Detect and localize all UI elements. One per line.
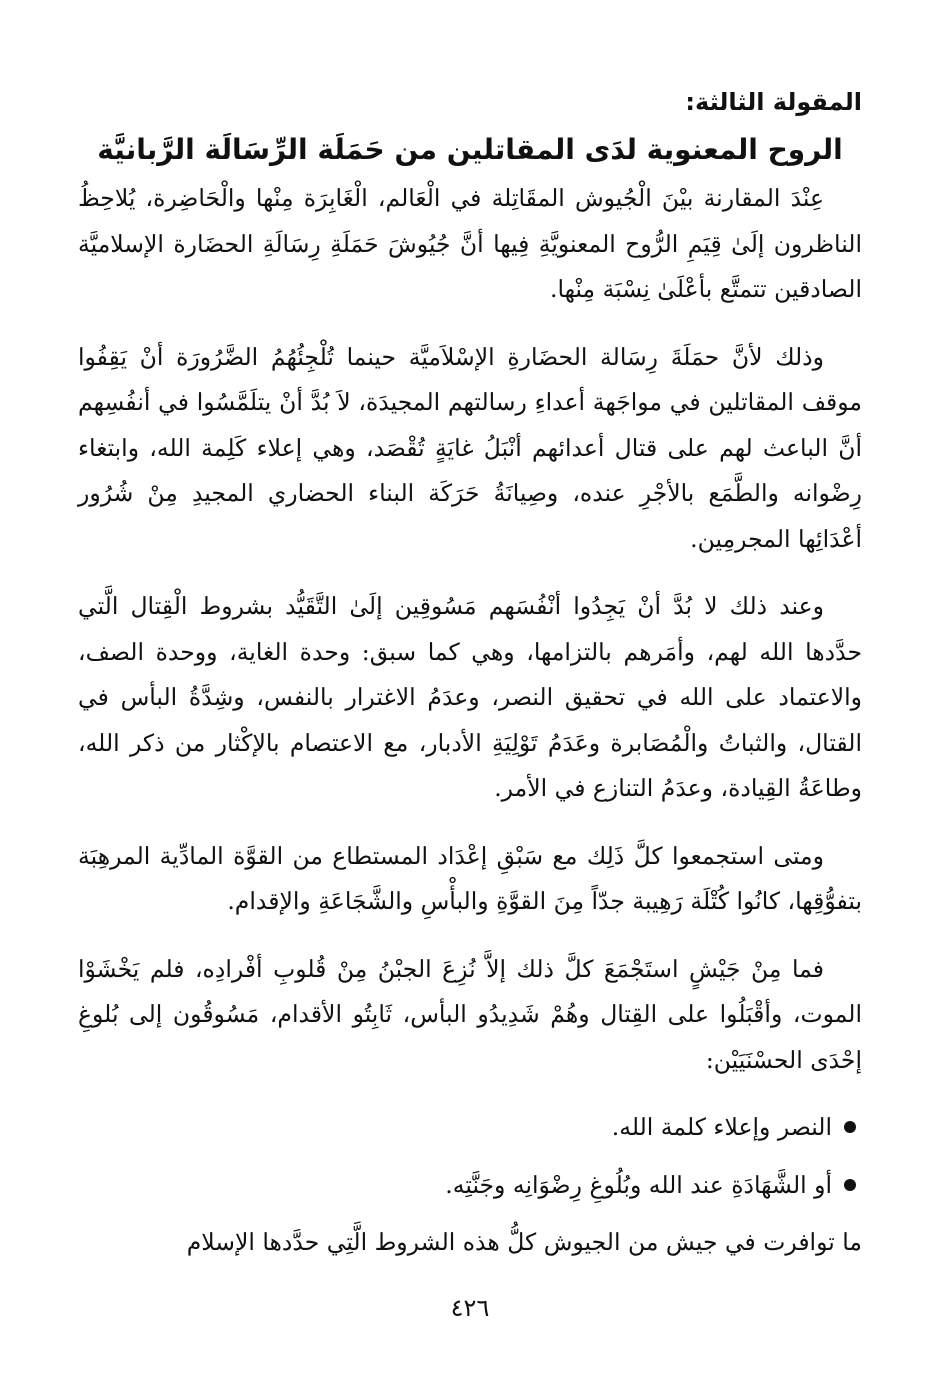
bullet-text-1: النصر وإعلاء كلمة الله. [611, 1113, 832, 1141]
page-number: ٤٢٦ [450, 1294, 490, 1322]
paragraph-2: وذلك لأنَّ حمَلَةَ رِسَالة الحضَارةِ الإسْلاَميَّة حينما تُلْجِئُهُمُ الضَّرُورَة أنْ يَقِفُوا موقف المقاتلين في مواجَهة أعداءِ رسالتهم المجيدَة، لاَ بُدَّ أنْ يتلَمَّسُوا في أنفُسِهم أنَّ الباعث لهم على قتال أعدائهم أنْبَلُ غايَةٍ تُقْصَد، وهي إعلاء كَلِمة الله، وابتغاء رِضْوانه والطَّمَع بالأجْرِ عنده، وصِيانَةُ حَرَكَة البناء الحضاري المجيدِ مِنْ شُرُور أعْدَائِها المجرمِين. [78, 342, 862, 553]
bullet-dot-icon [844, 1179, 856, 1191]
bullet-item-1 [78, 1105, 862, 1151]
page-heading: الروح المعنوية لدَى المقاتلين من حَمَلَة الرِّسَالَة الرَّبانيَّة [97, 133, 843, 166]
paragraph-5: فما مِنْ جَيْشٍ استَجْمَعَ كلَّ ذلك إلاَّ نُزِعَ الجبْنُ مِنْ قُلوبِ أفْرادِه، فلم يَخْشَوْا الموت، وأقْبَلُوا على القِتال وهُمْ شَدِيدُو البأس، ثَابِتُو الأقدام، مَسُوقُون إلى بُلوغِ إحْدَى الحسْنَيَيْن: [78, 954, 862, 1074]
bullet-item-2 [78, 1163, 862, 1209]
paragraph-1: عِنْدَ المقارنة بيْنَ الْجُيوش المقَاتِلة في الْعَالم، الْغَابِرَة مِنْها والْحَاضِرة، يُلاحِظُ الناظرون إلَىٰ قِيَمِ الرُّوح المعنويَّةِ فِيها أنَّ جُيُوشَ حَمَلَةِ رِسَالَةِ الحضَارة الإسلاميَّة الصادقين تتمتَّع بأعْلَىٰ نِسْبَة مِنْها. [78, 184, 862, 303]
closing-line: ما توافرت في جيش من الجيوش كلُّ هذه الشروط الَّتِي حدَّدها الإسلام [186, 1228, 862, 1256]
bullet-list [78, 1105, 862, 1208]
bullet-text-2: أو الشَّهَادَةِ عند الله وبُلُوغِ رِضْوَانِه وجَنَّتِه. [445, 1170, 832, 1199]
paragraph-4: ومتى استجمعوا كلَّ ذَلِك مع سَبْقِ إعْدَاد المستطاع من القوَّة المادِّية المرهِبَة بتفوُّقِها، كانُوا كُتْلَة رَهِيبة جدّاً مِنَ القوَّةِ والبأْسِ والشَّجَاعَةِ والإقدام. [78, 841, 862, 915]
paragraph-3: وعند ذلك لا بُدَّ أنْ يَجِدُوا أنْفُسَهم مَسُوقِين إلَىٰ التَّقَيُّد بشروط الْقِتال الَّتي حدَّدها الله لهم، وأمَرهم بالتزامها، وهي كما سبق: وحدة الغاية، ووحدة الصف، والاعتماد على الله في تحقيق النصر، وعدَمُ الاغترار بالنفس، وشِدَّةُ البأس في القتال، والثباتُ والْمُصَابرة وعَدَمُ تَوْلِيَةِ الأدبار، مع الاعتصام بالإكْثار من ذكر الله، وطاعَةُ القِيادة، وعدَمُ التنازع في الأمر. [78, 592, 862, 802]
section-label: المقولة الثالثة: [685, 88, 862, 116]
bullet-dot-icon [844, 1121, 856, 1133]
